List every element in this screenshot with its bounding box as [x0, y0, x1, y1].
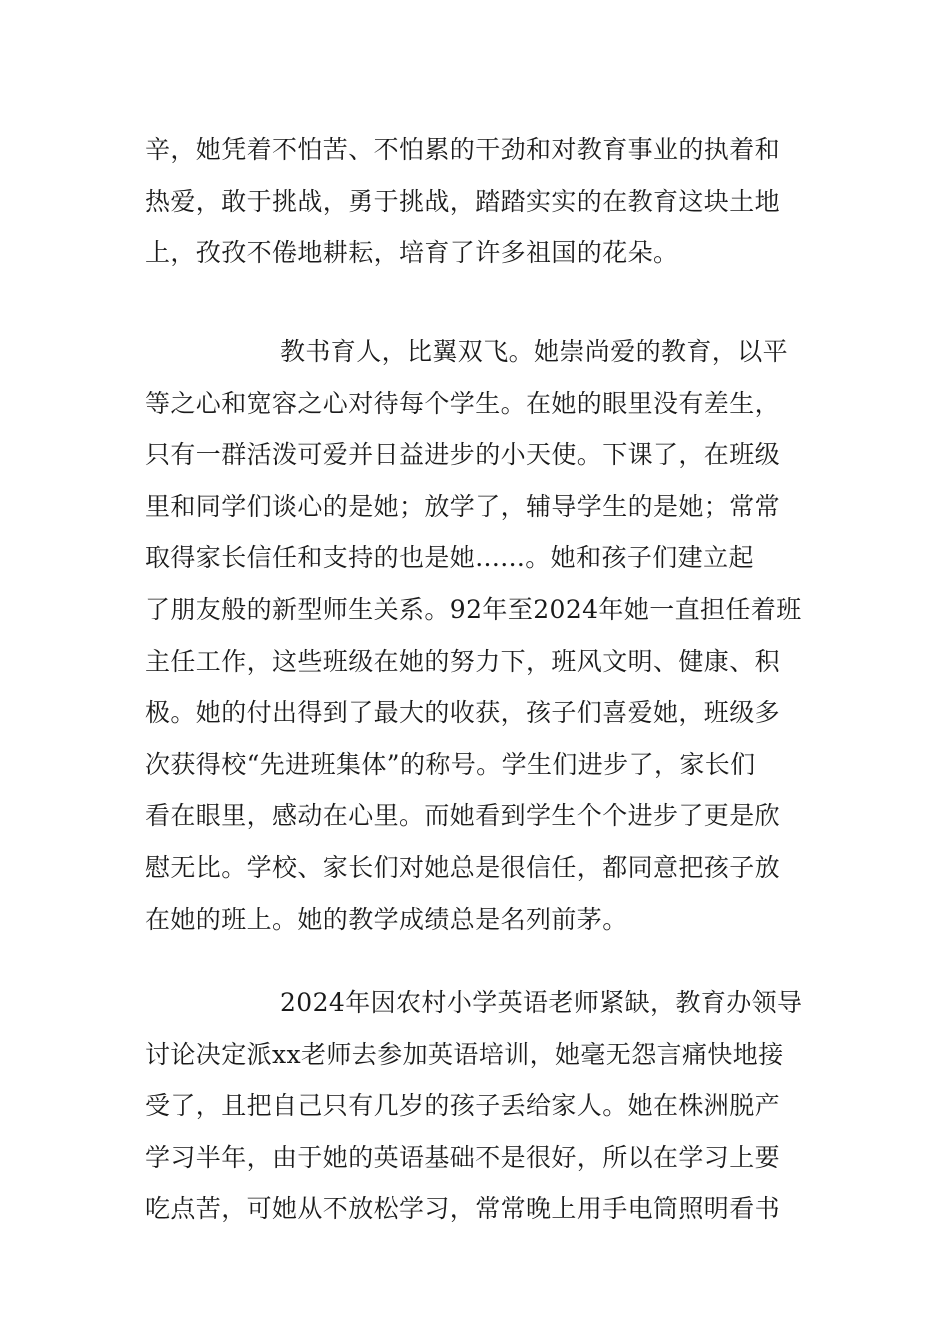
paragraph-line: 学习半年，由于她的英语基础不是很好，所以在学习上要 [145, 1142, 781, 1172]
paragraph-line: 上，孜孜不倦地耕耘，培育了许多祖国的花朵。 [145, 238, 679, 268]
paragraph-line: 看在眼里，感动在心里。而她看到学生个个进步了更是欣 [145, 801, 781, 831]
paragraph-line: 取得家长信任和支持的也是她......。她和孩子们建立起 [145, 543, 754, 573]
paragraph-line: 了朋友般的新型师生关系。92年至2024年她一直担任着班 [145, 594, 802, 624]
paragraph-1 [145, 124, 810, 279]
paragraph-line: 极。她的付出得到了最大的收获，孩子们喜爱她，班级多 [145, 698, 781, 728]
paragraph-line: 讨论决定派xx老师去参加英语培训，她毫无怨言痛快地接 [145, 1039, 784, 1069]
paragraph-line: 2024年因农村小学英语老师紧缺，教育办领导 [280, 988, 803, 1017]
paragraph-line: 在她的班上。她的教学成绩总是名列前茅。 [145, 904, 628, 934]
paragraph-line: 等之心和宽容之心对待每个学生。在她的眼里没有差生， [145, 388, 781, 418]
paragraph-line: 主任工作，这些班级在她的努力下，班风文明、健康、积 [145, 646, 781, 676]
paragraph-line: 里和同学们谈心的是她；放学了，辅导学生的是她；常常 [145, 491, 781, 521]
paragraph-2 [145, 326, 810, 945]
paragraph-line: 受了，且把自己只有几岁的孩子丢给家人。她在株洲脱产 [145, 1091, 781, 1121]
paragraph-3 [145, 977, 810, 1235]
paragraph-line: 慰无比。学校、家长们对她总是很信任，都同意把孩子放 [145, 852, 781, 882]
paragraph-line: 辛，她凭着不怕苦、不怕累的干劲和对教育事业的执着和 [145, 135, 781, 164]
paragraph-line: 次获得校“先进班集体”的称号。学生们进步了，家长们 [145, 749, 756, 779]
paragraph-line: 教书育人，比翼双飞。她崇尚爱的教育，以平 [280, 337, 789, 366]
paragraph-line: 吃点苦，可她从不放松学习，常常晚上用手电筒照明看书 [145, 1194, 781, 1224]
paragraph-line: 热爱，敢于挑战，勇于挑战，踏踏实实的在教育这块土地 [145, 186, 781, 216]
paragraph-line: 只有一群活泼可爱并日益进步的小天使。下课了，在班级 [145, 440, 781, 470]
